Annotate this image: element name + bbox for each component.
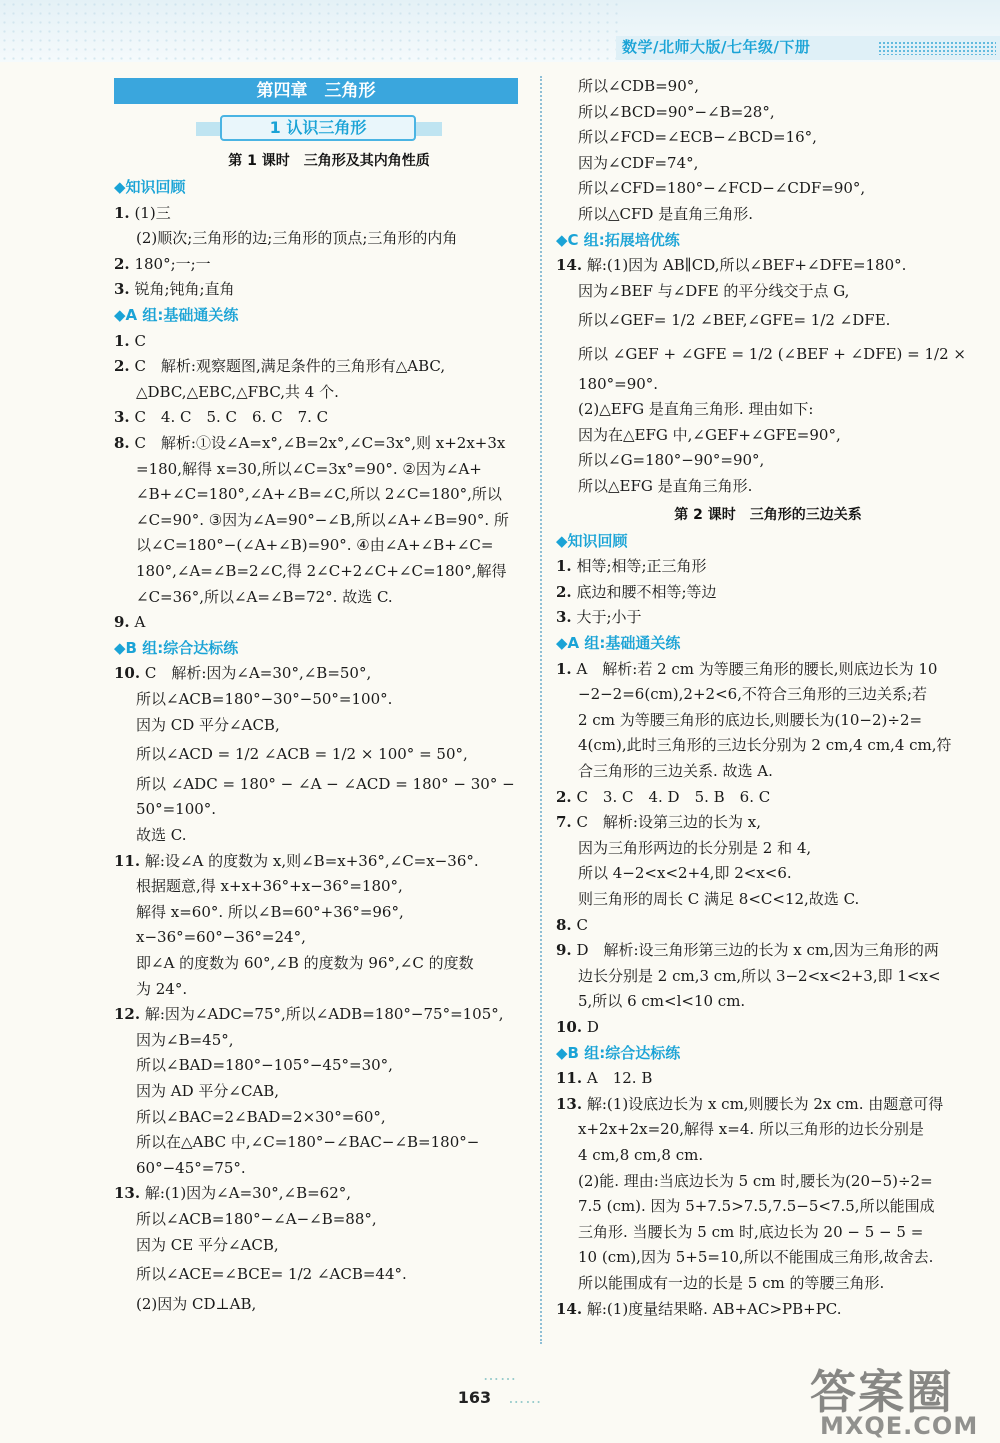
answer-line	[136, 535, 493, 555]
question-number: 2.	[556, 582, 572, 601]
question-number: 11.	[114, 851, 141, 870]
column-divider	[540, 76, 542, 1344]
answer-text: 所以∠BAC=2∠BAD=2×30°=60°,	[136, 1107, 386, 1126]
answer-line	[556, 787, 770, 807]
answer-line	[556, 1299, 842, 1319]
watermark-url: MXQE.COM	[820, 1412, 979, 1440]
answer-line	[578, 344, 966, 364]
question-number: 3.	[114, 280, 130, 299]
answer-text: 相等;相等;正三角形	[571, 557, 707, 576]
answer-text: 解:设∠A 的度数为 x,则∠B=x+36°,∠C=x−36°.	[140, 851, 479, 870]
answer-line	[578, 374, 658, 394]
question-number: 10.	[556, 1018, 583, 1036]
answer-line	[556, 1017, 599, 1037]
question-number: 1.	[556, 659, 572, 678]
section-title: 1 认识三角形	[220, 115, 416, 141]
answer-line	[556, 556, 707, 576]
answer-line	[136, 459, 482, 479]
answer-text: C 3. C 4. D 5. B 6. C	[571, 787, 771, 806]
answer-line	[136, 825, 186, 845]
answer-line	[578, 127, 817, 147]
answer-text: C 解析:设第三边的长为 x,	[571, 813, 761, 832]
answer-line	[556, 607, 642, 627]
section-heading	[114, 638, 238, 658]
answer-line	[578, 1145, 703, 1165]
answer-line	[114, 203, 171, 223]
answer-line	[136, 1264, 407, 1284]
answer-text: 180°=90°.	[578, 374, 659, 393]
answer-line	[578, 761, 773, 781]
answer-line	[136, 1209, 377, 1229]
answer-line	[136, 1030, 234, 1050]
answer-text: 因为在△EFG 中,∠GEF+∠GFE=90°,	[578, 425, 841, 444]
answer-text: 故选 C.	[136, 826, 187, 844]
watermark	[800, 1356, 996, 1440]
answer-text: ∠C=90°. ③因为∠A=90°−∠B,所以∠A+∠B=90°. 所	[136, 510, 509, 529]
heading-text: ◆B 组:综合达标练	[114, 638, 239, 657]
question-number: 1.	[114, 203, 130, 222]
answer-text: 所以在△ABC 中,∠C=180°−∠BAC−∠B=180°−	[136, 1133, 480, 1152]
answer-text: 因为 CD 平分∠ACB,	[136, 715, 280, 734]
answer-text: ∠B+∠C=180°,∠A+∠B=∠C,所以 2∠C=180°,所以	[136, 485, 502, 504]
question-number: 2.	[556, 787, 572, 806]
question-number: 3.	[114, 408, 130, 427]
answer-text: (2)△EFG 是直角三角形. 理由如下:	[578, 400, 814, 419]
answer-text: 边长分别是 2 cm,3 cm,所以 3−2<x<2+3,即 1<x<	[578, 966, 941, 985]
answer-line	[578, 76, 699, 96]
answer-line	[114, 254, 211, 274]
heading-text: ◆A 组:基础通关练	[114, 306, 239, 324]
answer-line	[136, 799, 216, 819]
answer-line	[136, 979, 187, 999]
answer-line	[136, 561, 506, 581]
answer-line	[578, 399, 813, 419]
answer-text: 即∠A 的度数为 60°,∠B 的度数为 96°,∠C 的度数	[136, 954, 474, 972]
answer-line	[578, 710, 922, 730]
watermark-logo-text: 答案圈	[810, 1365, 954, 1419]
answer-text: 为 24°.	[136, 979, 188, 998]
question-number: 14.	[556, 256, 583, 275]
question-number: 1.	[556, 557, 572, 576]
answer-line	[578, 153, 698, 173]
answer-line	[136, 484, 502, 504]
answer-line	[136, 927, 306, 947]
answer-line	[556, 255, 906, 275]
answer-text: 4(cm),此时三角形的三边长分别为 2 cm,4 cm,4 cm,符	[578, 736, 952, 755]
answer-line	[578, 450, 764, 470]
answer-line	[136, 1294, 256, 1314]
answer-text: (2)能. 理由:当底边长为 5 cm 时,腰长为(20−5)÷2=	[578, 1171, 933, 1190]
lesson-title: 第 2 课时 三角形的三边关系	[674, 506, 862, 523]
answer-line	[578, 476, 752, 496]
answer-line	[578, 863, 792, 883]
heading-text: ◆B 组:综合达标练	[556, 1043, 681, 1062]
answer-line	[136, 587, 393, 607]
answer-line	[136, 1132, 479, 1152]
answer-text: 所以∠CFD=180°−∠FCD−∠CDF=90°,	[578, 179, 866, 198]
answer-line	[136, 382, 339, 402]
answer-line	[114, 1183, 351, 1203]
page-number	[440, 1362, 560, 1408]
section-heading	[556, 230, 680, 250]
answer-text: 所以∠ACE=∠BCE= 1/2 ∠ACB=44°.	[136, 1265, 407, 1284]
section-heading	[114, 305, 238, 325]
answer-line	[578, 838, 811, 858]
answer-line	[578, 684, 927, 704]
question-number: 13.	[556, 1094, 583, 1113]
answer-text: ∠C=36°,所以∠A=∠B=72°. 故选 C.	[136, 587, 393, 606]
question-number: 12.	[114, 1005, 141, 1024]
question-number: 14.	[556, 1299, 583, 1318]
answer-line	[136, 510, 509, 530]
answer-text: 解:因为∠ADC=75°,所以∠ADB=180°−75°=105°,	[140, 1005, 504, 1024]
answer-text: 180°,∠A=∠B=2∠C,得 2∠C+2∠C+∠C=180°,解得	[136, 562, 507, 580]
answer-line	[556, 1068, 652, 1088]
answer-text: 5,所以 6 cm<l<10 cm.	[578, 992, 746, 1011]
question-number: 9.	[114, 613, 130, 632]
answer-text: 所以∠ACD = 1/2 ∠ACB = 1/2 × 100° = 50°,	[136, 745, 468, 764]
answer-text: 合三角形的三边关系. 故选 A.	[578, 762, 773, 780]
answer-text: 所以∠ACB=180°−30°−50°=100°.	[136, 690, 393, 708]
answer-line	[556, 915, 588, 935]
answer-line	[136, 1158, 246, 1178]
answer-line	[114, 1004, 504, 1024]
answer-text: 解:(1)设底边长为 x cm,则腰长为 2x cm. 由题意可得	[582, 1094, 944, 1113]
answer-line	[114, 279, 235, 299]
question-number: 1.	[114, 331, 130, 350]
book-tag	[616, 36, 1000, 60]
answer-text: (2)顺次;三角形的边;三角形的顶点;三角形的内角	[136, 229, 458, 248]
answer-text: 因为三角形两边的长分别是 2 和 4,	[578, 838, 812, 857]
answer-line	[114, 851, 479, 871]
page-number-dash-left: ……	[482, 1365, 534, 1384]
answer-line	[136, 1107, 386, 1127]
answer-text: x+2x+2x=20,解得 x=4. 所以三角形的边长分别是	[578, 1120, 924, 1139]
answer-line	[136, 715, 280, 735]
page-header-band	[0, 0, 1000, 62]
heading-text: ◆A 组:基础通关练	[556, 634, 681, 652]
answer-text: 解:(1)度量结果略. AB+AC>PB+PC.	[582, 1299, 842, 1318]
answer-text: 三角形. 当腰长为 5 cm 时,底边长为 20 − 5 − 5 =	[578, 1222, 924, 1241]
answer-text: =180,解得 x=30,所以∠C=3x°=90°. ②因为∠A+	[136, 459, 482, 478]
answer-text: A 解析:若 2 cm 为等腰三角形的腰长,则底边长为 10	[571, 659, 938, 678]
answer-line	[556, 582, 717, 602]
answer-line	[578, 735, 952, 755]
answer-text: 因为∠BEF 与∠DFE 的平分线交于点 G,	[578, 281, 850, 300]
answer-text: 因为∠B=45°,	[136, 1030, 234, 1049]
answer-text: 所以∠BCD=90°−∠B=28°,	[578, 102, 775, 121]
answer-text: 所以△CFD 是直角三角形.	[578, 205, 753, 223]
answer-line	[136, 876, 403, 896]
answer-line	[136, 1081, 279, 1101]
book-tag-text: 数学/北师大版/七年级/下册	[622, 38, 811, 56]
answer-text: 所以 4−2<x<2+4,即 2<x<6.	[578, 864, 792, 883]
answer-text: 所以∠GEF= 1/2 ∠BEF,∠GFE= 1/2 ∠DFE.	[578, 311, 891, 330]
answer-text: 2 cm 为等腰三角形的底边长,则腰长为(10−2)÷2=	[578, 710, 923, 729]
answer-line	[578, 425, 841, 445]
book-tag-hatch	[878, 41, 996, 55]
section-heading	[556, 1043, 680, 1063]
chapter-title: 第四章 三角形	[114, 78, 518, 104]
answer-text: C	[571, 915, 588, 934]
answer-line	[578, 1222, 923, 1242]
answer-text: 根据题意,得 x+x+36°+x−36°=180°,	[136, 877, 403, 896]
answer-line	[556, 812, 761, 832]
answer-line	[136, 953, 474, 973]
heading-text: ◆知识回顾	[556, 531, 628, 550]
answer-line	[578, 966, 941, 986]
question-number: 3.	[556, 608, 572, 627]
question-number: 13.	[114, 1184, 141, 1203]
answer-line	[578, 281, 849, 301]
answer-text: 所以能围成有一边的长是 5 cm 的等腰三角形.	[578, 1274, 885, 1292]
answer-line	[114, 663, 371, 683]
answer-text: 大于;小于	[571, 608, 642, 627]
answer-text: 所以∠G=180°−90°=90°,	[578, 451, 765, 470]
page-number-dash-right: ……	[491, 1388, 543, 1407]
answer-line	[136, 774, 515, 794]
answer-text: A	[129, 613, 146, 632]
answer-line	[578, 1247, 933, 1267]
answer-text: 所以 ∠GEF + ∠GFE = 1/2 (∠BEF + ∠DFE) = 1/2 ×	[578, 345, 966, 363]
answer-text: 因为∠CDF=74°,	[578, 153, 699, 172]
section-ribbon	[196, 114, 442, 144]
answer-line	[136, 744, 468, 764]
heading-text: ◆知识回顾	[114, 178, 186, 196]
answer-line	[578, 1196, 935, 1216]
answer-text: C	[129, 331, 146, 350]
answer-text: C 解析:因为∠A=30°,∠B=50°,	[140, 664, 372, 683]
answer-text: 180°;一;一	[129, 254, 211, 273]
answer-text: C 解析:①设∠A=x°,∠B=2x°,∠C=3x°,则 x+2x+3x	[129, 434, 506, 452]
question-number: 9.	[556, 941, 572, 960]
question-number: 2.	[114, 254, 130, 273]
answer-text: 10 (cm),因为 5+5=10,所以不能围成三角形,故舍去.	[578, 1248, 934, 1267]
answer-text: 所以△EFG 是直角三角形.	[578, 477, 753, 495]
answer-text: 解:(1)因为 AB∥CD,所以∠BEF+∠DFE=180°.	[582, 256, 907, 275]
answer-text: −2−2=6(cm),2+2<6,不符合三角形的三边关系;若	[578, 685, 928, 704]
answer-text: 60°−45°=75°.	[136, 1158, 246, 1177]
question-number: 10.	[114, 664, 141, 683]
answer-line	[578, 178, 865, 198]
answer-text: 解:(1)因为∠A=30°,∠B=62°,	[140, 1184, 352, 1203]
answer-line	[578, 1273, 884, 1293]
answer-text: △DBC,△EBC,△FBC,共 4 个.	[136, 382, 339, 401]
answer-text: 7.5 (cm). 因为 5+7.5>7.5,7.5−5<7.5,所以能围成	[578, 1197, 935, 1216]
answer-line	[556, 1094, 943, 1114]
answer-text: 所以∠FCD=∠ECB−∠BCD=16°,	[578, 128, 817, 147]
answer-line	[578, 102, 775, 122]
answer-line	[578, 310, 890, 330]
header-dot-pattern	[0, 0, 620, 60]
answer-text: 50°=100°.	[136, 800, 217, 819]
answer-line	[556, 659, 937, 679]
answer-line	[114, 407, 328, 427]
section-heading	[114, 177, 186, 197]
answer-text: 所以∠ACB=180°−∠A−∠B=88°,	[136, 1210, 377, 1228]
answer-text: D	[582, 1018, 599, 1036]
answer-line	[114, 331, 146, 351]
question-number: 11.	[556, 1069, 583, 1088]
answer-text: 底边和腰不相等;等边	[571, 582, 717, 601]
question-number: 2.	[114, 357, 130, 376]
question-number: 8.	[114, 434, 130, 452]
answer-line	[114, 612, 145, 632]
answer-text: (2)因为 CD⊥AB,	[136, 1294, 257, 1313]
heading-text: ◆C 组:拓展培优练	[556, 230, 680, 249]
answer-line	[114, 433, 505, 453]
answer-text: D 解析:设三角形第三边的长为 x cm,因为三角形的两	[571, 941, 939, 960]
answer-line	[578, 1171, 933, 1191]
answer-line	[136, 689, 392, 709]
answer-text: x−36°=60°−36°=24°,	[136, 928, 306, 947]
answer-text: (1)三	[129, 203, 171, 222]
lesson-title: 第 1 课时 三角形及其内角性质	[228, 153, 430, 169]
answer-line	[136, 902, 404, 922]
answer-line	[136, 1055, 393, 1075]
question-number: 7.	[556, 813, 572, 832]
answer-line	[114, 356, 445, 376]
answer-line	[556, 940, 939, 960]
question-number: 8.	[556, 915, 572, 934]
answer-line	[578, 204, 753, 224]
answer-text: 以∠C=180°−(∠A+∠B)=90°. ④由∠A+∠B+∠C=	[136, 536, 494, 555]
answer-text: 解得 x=60°. 所以∠B=60°+36°=96°,	[136, 902, 404, 921]
answer-text: 因为 CE 平分∠ACB,	[136, 1235, 279, 1254]
answer-text: 4 cm,8 cm,8 cm.	[578, 1146, 704, 1164]
answer-text: 因为 AD 平分∠CAB,	[136, 1082, 280, 1100]
answer-line	[578, 991, 745, 1011]
answer-text: 锐角;钝角;直角	[129, 280, 235, 299]
answer-text: C 解析:观察题图,满足条件的三角形有△ABC,	[129, 357, 446, 376]
answer-line	[578, 889, 859, 909]
answer-text: 所以 ∠ADC = 180° − ∠A − ∠ACD = 180° − 30° −	[136, 774, 515, 793]
answer-text: 所以∠CDB=90°,	[578, 77, 700, 95]
answer-line	[136, 228, 457, 248]
answer-text: C 4. C 5. C 6. C 7. C	[129, 408, 329, 427]
answer-line	[136, 1235, 279, 1255]
section-heading	[556, 531, 628, 551]
answer-text: A 12. B	[582, 1069, 653, 1088]
page-number-value: 163	[457, 1388, 492, 1407]
answer-text: 所以∠BAD=180°−105°−45°=30°,	[136, 1056, 393, 1075]
answer-text: 则三角形的周长 C 满足 8<C<12,故选 C.	[578, 890, 860, 908]
answer-line	[578, 1119, 924, 1139]
section-heading	[556, 633, 680, 653]
